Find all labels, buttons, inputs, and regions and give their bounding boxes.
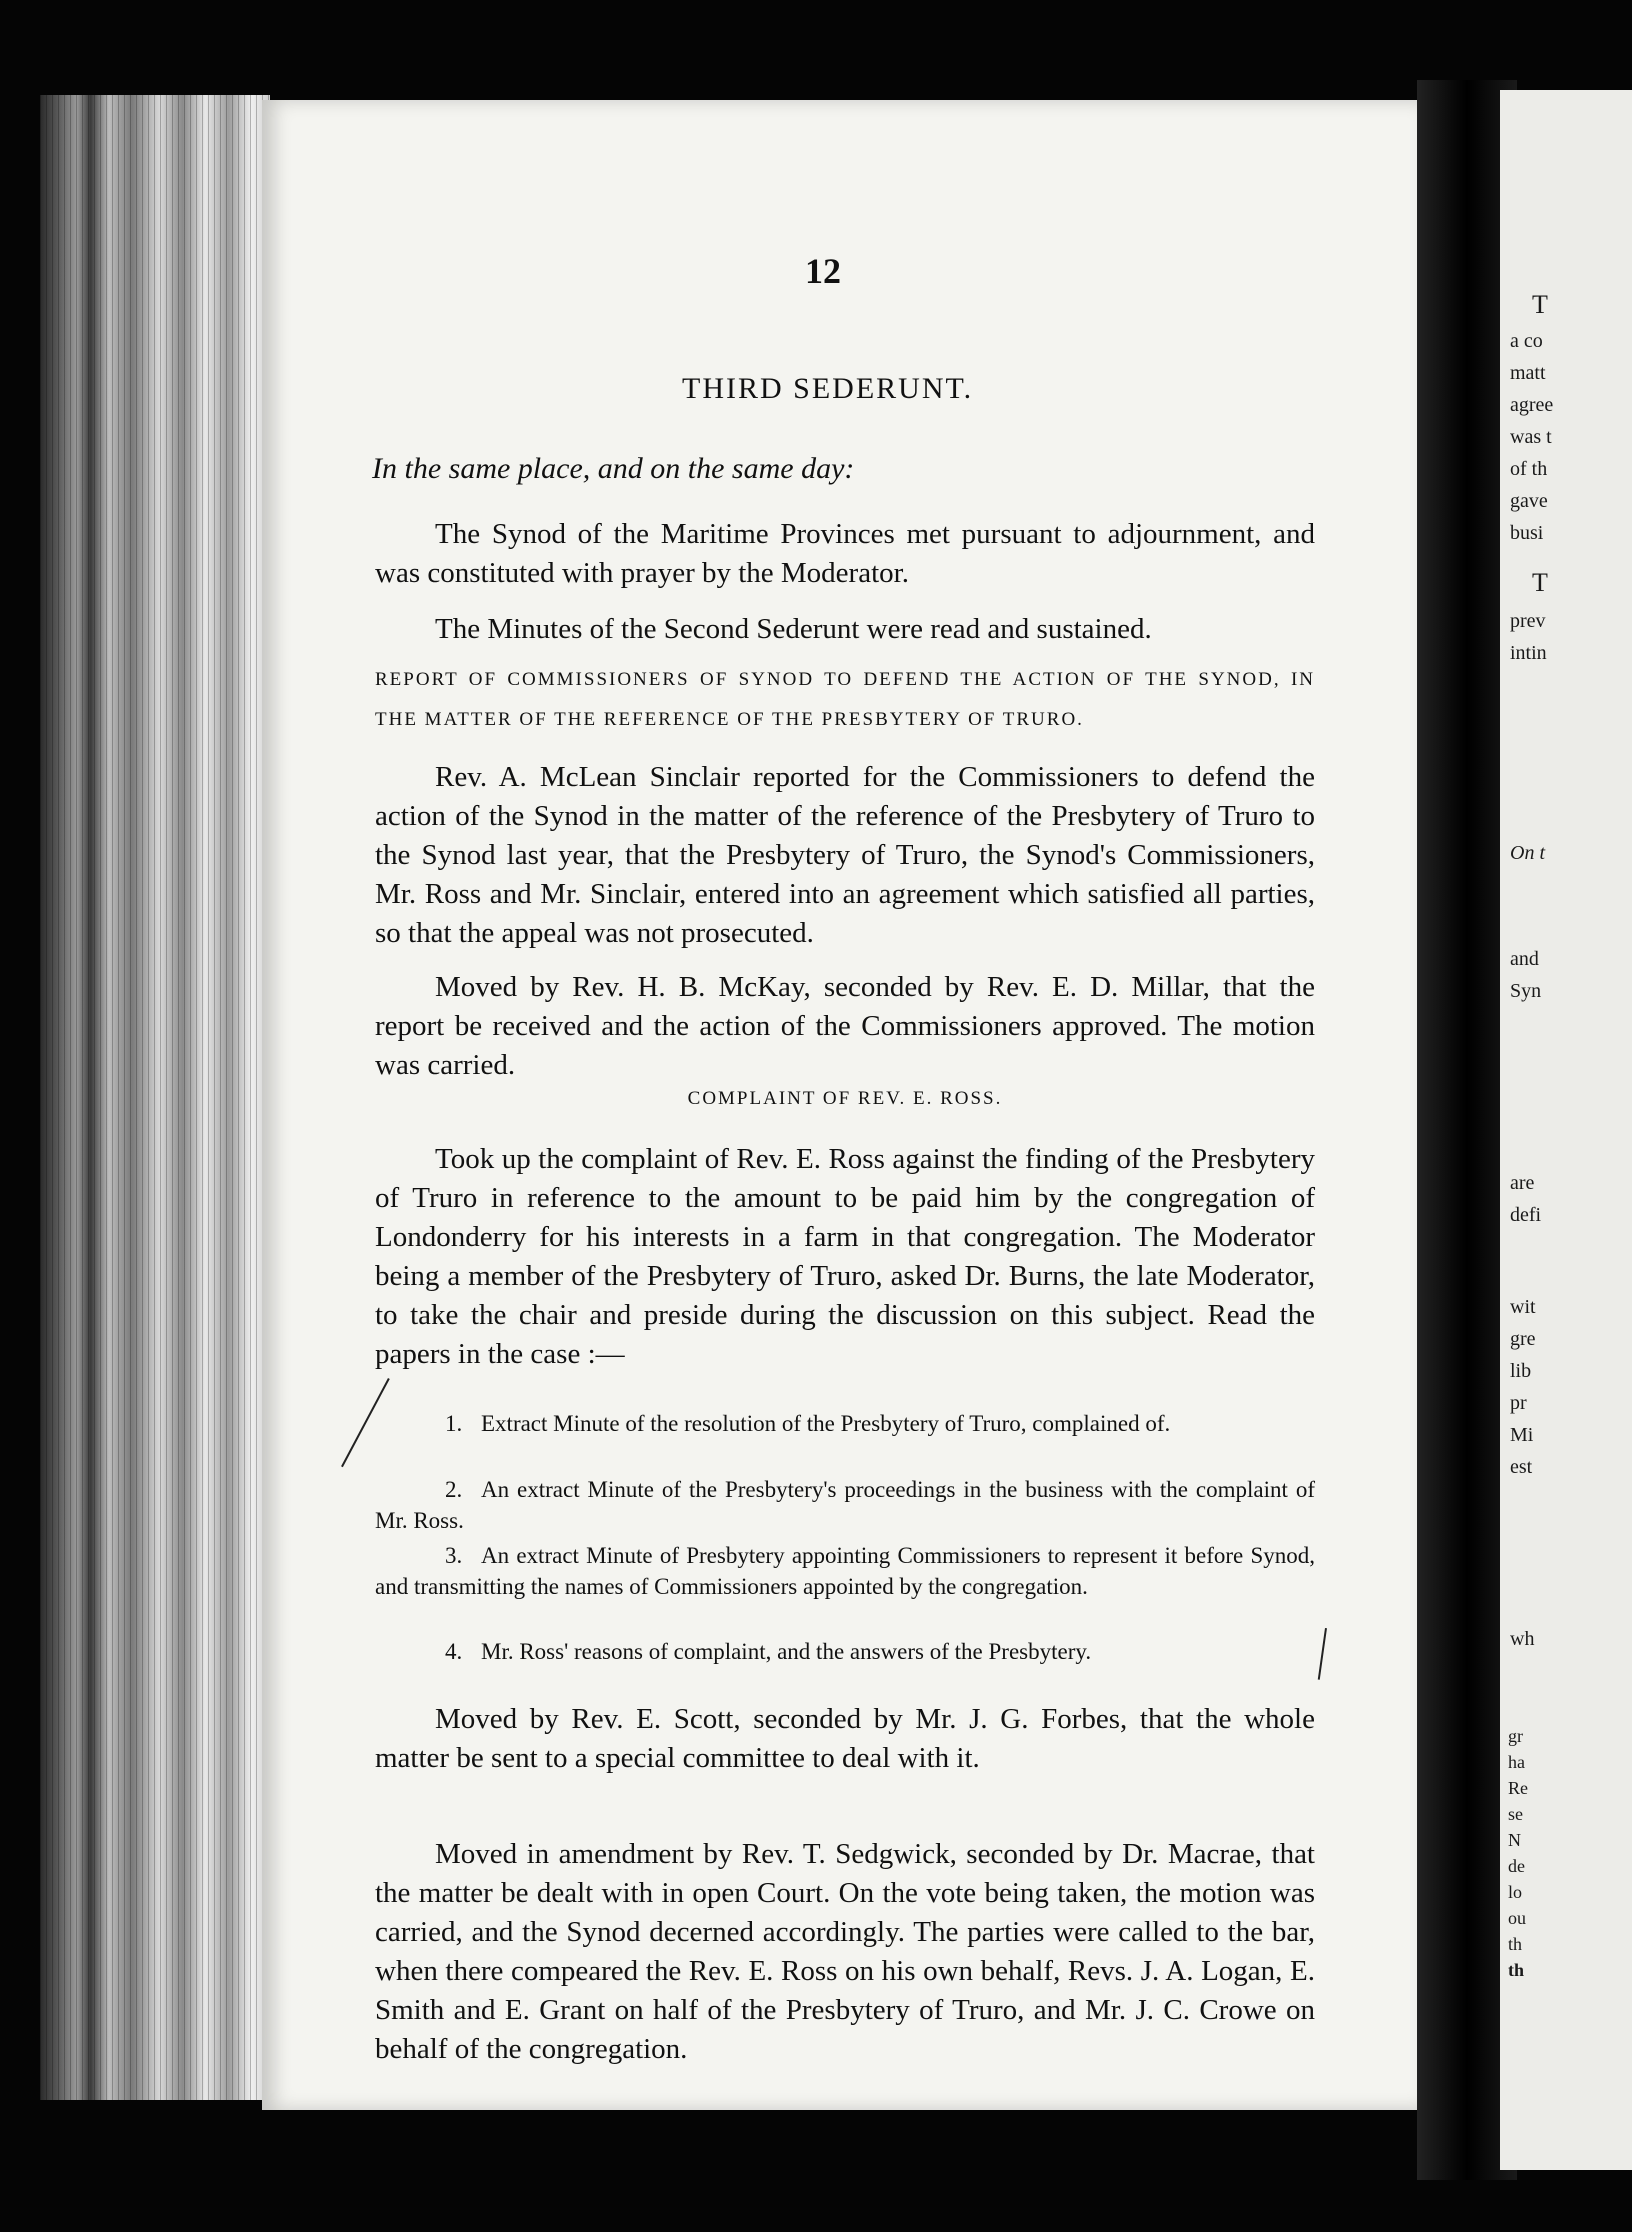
facing-line: On t (1510, 842, 1545, 864)
facing-line: se (1508, 1804, 1523, 1824)
list-item-text: An extract Minute of Presbytery appointing Commissioners to represent it before Synod, and transmitting the names of Commissioners appointed by the congregation. (375, 1543, 1315, 1599)
list-item (375, 1474, 1315, 1536)
facing-line: gr (1508, 1726, 1523, 1746)
facing-line: ou (1508, 1908, 1526, 1928)
paragraph-report: Rev. A. McLean Sinclair reported for the Commissioners to defend the action of the Synod in the matter of the reference of the Presbytery of Truro to the Synod last year, that the Presbytery of Truro, the Synod's Commissioners, Mr. Ross and Mr. Sinclair, entered into an agreement which satisfied all parties, so that the appeal was not prosecuted. (375, 761, 1315, 949)
facing-line: are (1510, 1172, 1535, 1194)
facing-line: intin (1510, 642, 1547, 664)
list-item-number: 3. (445, 1543, 463, 1568)
facing-line: Re (1508, 1778, 1528, 1798)
paragraph-amendment: Moved in amendment by Rev. T. Sedgwick, seconded by Dr. Macrae, that the matter be dealt with in open Court. On the vote being taken, the motion was carried, and the Synod decerned accordingly. The parties were called to the bar, when there compeared the Rev. E. Ross on his own behalf, Revs. J. A. Logan, E. Smith and E. Grant on half of the Presbytery of Truro, and Mr. J. C. Crowe on behalf of the congregation. (375, 1838, 1315, 2065)
facing-line: matt (1510, 362, 1546, 384)
list-item-text: Extract Minute of the resolution of the Presbytery of Truro, complained of. (481, 1411, 1171, 1436)
facing-line: pr (1510, 1392, 1527, 1414)
facing-line: agree (1510, 394, 1554, 416)
facing-line: gave (1510, 490, 1548, 512)
facing-line: wh (1510, 1628, 1535, 1650)
facing-line: N (1508, 1830, 1521, 1850)
facing-line: busi (1510, 522, 1544, 544)
facing-line: Mi (1510, 1424, 1534, 1446)
book-page-edges (40, 95, 270, 2100)
intro-line: In the same place, and on the same day: (372, 452, 855, 485)
list-item-number: 2. (445, 1477, 463, 1502)
paragraph-synod-met: The Synod of the Maritime Provinces met pursuant to adjournment, and was constituted with prayer by the Moderator. (375, 518, 1315, 589)
list-item (375, 1408, 1315, 1439)
facing-line: T (1532, 568, 1548, 597)
facing-line: T (1532, 290, 1548, 319)
facing-line: lo (1508, 1882, 1523, 1902)
paragraph-complaint: Took up the complaint of Rev. E. Ross against the finding of the Presbytery of Truro in reference to the amount to be paid him by the congregation of Londonderry for his interests in a farm in that congregation. The Moderator being a member of the Presbytery of Truro, asked Dr. Burns, the late Moderator, to take the chair and preside during the discussion on this subject. Read the papers in the case :— (375, 1143, 1315, 1370)
facing-line: th (1508, 1960, 1525, 1980)
list-item (375, 1540, 1315, 1602)
facing-line: was t (1510, 426, 1552, 448)
section-heading-complaint: COMPLAINT OF REV. E. ROSS. (687, 1088, 1003, 1109)
facing-line: and (1510, 948, 1539, 970)
facing-line: lib (1510, 1360, 1532, 1382)
facing-line: th (1508, 1934, 1523, 1954)
paragraph-minutes: The Minutes of the Second Sederunt were read and sustained. (435, 613, 1152, 645)
facing-line: ha (1508, 1752, 1525, 1772)
facing-line: prev (1510, 610, 1546, 632)
facing-line: defi (1510, 1204, 1542, 1226)
facing-line: wit (1510, 1296, 1536, 1318)
facing-line: est (1510, 1456, 1533, 1478)
list-item (375, 1636, 1315, 1667)
paragraph-moved-report: Moved by Rev. H. B. McKay, seconded by Rev. E. D. Millar, that the report be received and the action of the Commissioners approved. The motion was carried. (375, 971, 1315, 1081)
list-item-number: 1. (445, 1411, 463, 1436)
list-item-number: 4. (445, 1639, 463, 1664)
facing-line: gre (1510, 1328, 1536, 1350)
facing-line: a co (1510, 330, 1543, 352)
section-heading-report: REPORT OF COMMISSIONERS OF SYNOD TO DEFEND THE ACTION OF THE SYNOD, IN THE MATTER OF THE REFERENCE OF THE PRESBYTERY OF TRURO. (375, 669, 1315, 730)
paragraph-moved-scott: Moved by Rev. E. Scott, seconded by Mr. J. G. Forbes, that the whole matter be sent to a special committee to deal with it. (375, 1703, 1315, 1774)
list-item-text: An extract Minute of the Presbytery's proceedings in the business with the complaint of Mr. Ross. (375, 1477, 1315, 1533)
list-item-text: Mr. Ross' reasons of complaint, and the answers of the Presbytery. (481, 1639, 1092, 1664)
page-title: THIRD SEDERUNT. (682, 372, 974, 405)
facing-line: Syn (1510, 980, 1542, 1002)
facing-page (1500, 90, 1632, 2170)
page-number: 12 (805, 251, 841, 291)
facing-line: of th (1510, 458, 1548, 480)
facing-line: de (1508, 1856, 1525, 1876)
